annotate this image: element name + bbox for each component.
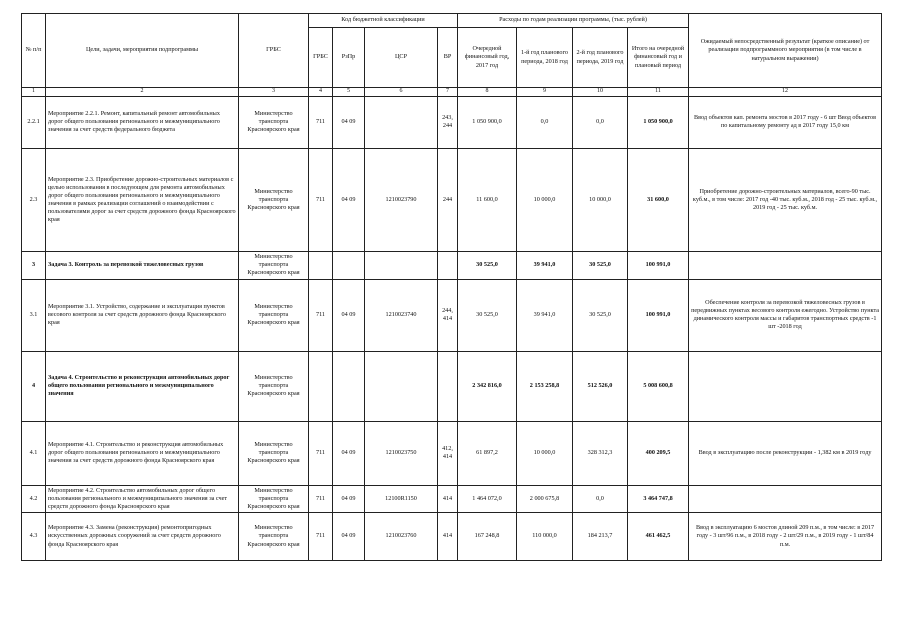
row-result [689,351,882,421]
row-total: 31 600,0 [628,148,689,251]
table-row [22,148,882,251]
row-total: 461 462,5 [628,512,689,560]
row-num: 3 [22,251,46,279]
row-total: 400 209,5 [628,421,689,485]
col-number: 1 [22,88,46,97]
row-2018: 110 000,0 [517,512,573,560]
row-rzpr: 04 09 [333,485,365,512]
row-2018: 39 941,0 [517,251,573,279]
row-2018: 10 000,0 [517,148,573,251]
row-2019: 30 525,0 [573,279,628,351]
row-total: 1 050 900,0 [628,96,689,148]
row-vr: 244 [438,148,458,251]
row-csr [365,351,438,421]
row-grbs-code: 711 [309,512,333,560]
row-2017: 1 050 900,0 [458,96,517,148]
row-name: Задача 3. Контроль за перевозкой тяжеловесных грузов [46,251,239,279]
header-goal: Цели, задачи, мероприятия подпрограммы [46,14,239,88]
row-2019: 0,0 [573,485,628,512]
header-rzpr: РзПр [333,28,365,88]
row-rzpr: 04 09 [333,512,365,560]
header-2017: Очередной финансовый год, 2017 год [458,28,517,88]
row-2018: 39 941,0 [517,279,573,351]
row-name: Задача 4. Строительство и реконструкция автомобильных дорог общего пользования регионального и межмуниципального значения [46,351,239,421]
header-2019: 2-й год планового периода, 2019 год [573,28,628,88]
col-number: 2 [46,88,239,97]
row-2017: 11 600,0 [458,148,517,251]
row-name: Мероприятие 2.2.1. Ремонт, капитальный ремонт автомобильных дорог общего пользования регионального и межмуниципального значения за счет средств федерального бюджета [46,96,239,148]
table-row [22,351,882,421]
row-grbs-code: 711 [309,279,333,351]
header-vr: ВР [438,28,458,88]
row-csr: 1210023760 [365,512,438,560]
table-row [22,421,882,485]
column-numbers-row [22,88,882,97]
row-grbs-code [309,251,333,279]
col-number: 7 [438,88,458,97]
row-grbs-code [309,351,333,421]
header-num: № п/п [22,14,46,88]
table-row [22,279,882,351]
col-number: 12 [689,88,882,97]
row-name: Мероприятие 3.1. Устройство, содержание и эксплуатация пунктов весового контроля за счет средств дорожного фонда Красноярского края [46,279,239,351]
row-vr: 243, 244 [438,96,458,148]
row-2019: 184 213,7 [573,512,628,560]
row-2017: 1 464 072,0 [458,485,517,512]
row-2019: 30 525,0 [573,251,628,279]
row-grbs: Министерство транспорта Красноярского края [239,351,309,421]
row-csr: 1210023750 [365,421,438,485]
row-grbs: Министерство транспорта Красноярского края [239,421,309,485]
row-grbs: Министерство транспорта Красноярского края [239,96,309,148]
table-row [22,485,882,512]
row-vr: 412, 414 [438,421,458,485]
row-total: 3 464 747,8 [628,485,689,512]
header-result: Ожидаемый непосредственный результат (краткое описание) от реализации подпрограммного мероприятия (в том числе в натуральном выражении) [689,14,882,88]
row-rzpr: 04 09 [333,421,365,485]
row-2019: 0,0 [573,96,628,148]
row-total: 100 991,0 [628,279,689,351]
row-vr [438,251,458,279]
row-vr [438,351,458,421]
row-2018: 2 000 675,8 [517,485,573,512]
row-grbs-code: 711 [309,148,333,251]
col-number: 9 [517,88,573,97]
row-num: 4.3 [22,512,46,560]
row-grbs: Министерство транспорта Красноярского края [239,251,309,279]
row-csr: 12100R1150 [365,485,438,512]
row-grbs: Министерство транспорта Красноярского края [239,148,309,251]
row-result: Ввод в эксплуатацию 6 мостов длиной 209 п.м., в том числе: в 2017 году - 3 шт/96 п.м., в 2018 году - 2 шт/29 п.м., в 2019 году - 1 шт/84 п.м. [689,512,882,560]
row-csr: 1210023790 [365,148,438,251]
table-row [22,251,882,279]
row-num: 3.1 [22,279,46,351]
row-2019: 10 000,0 [573,148,628,251]
row-2019: 512 526,0 [573,351,628,421]
row-2018: 10 000,0 [517,421,573,485]
row-total: 5 008 600,8 [628,351,689,421]
row-grbs: Министерство транспорта Красноярского края [239,485,309,512]
header-csr: ЦСР [365,28,438,88]
col-number: 11 [628,88,689,97]
budget-table [21,13,882,561]
row-result [689,251,882,279]
row-result: Обеспечение контроля за перевозкой тяжеловесных грузов в передвижных пунктах весового контроля ежегодно. Устройство пункта динамического контроля массы и габаритов транспортных средств -1 шт -2018 год [689,279,882,351]
row-2017: 167 248,8 [458,512,517,560]
row-grbs-code: 711 [309,96,333,148]
col-number: 3 [239,88,309,97]
row-vr: 414 [438,485,458,512]
table-row [22,96,882,148]
header-total: Итого на очередной финансовый год и плановый период [628,28,689,88]
row-result: Ввод объектов кап. ремонта мостов в 2017 году - 6 шт Ввод объектов по капитальному ремонту ад в 2017 году 15,0 км [689,96,882,148]
row-2017: 2 342 816,0 [458,351,517,421]
row-grbs-code: 711 [309,421,333,485]
row-csr [365,251,438,279]
row-rzpr: 04 09 [333,279,365,351]
col-number: 6 [365,88,438,97]
row-num: 2.2.1 [22,96,46,148]
row-result [689,485,882,512]
col-number: 4 [309,88,333,97]
row-grbs: Министерство транспорта Красноярского края [239,279,309,351]
row-csr [365,96,438,148]
header-grbs: ГРБС [239,14,309,88]
row-vr: 414 [438,512,458,560]
row-name: Мероприятие 4.1. Строительство и реконструкция автомобильных дорог общего пользования регионального и межмуниципального значения за счет средств дорожного фонда Красноярского края [46,421,239,485]
row-grbs-code: 711 [309,485,333,512]
col-number: 8 [458,88,517,97]
row-result: Ввод в эксплуатацию после реконструкции - 1,382 км в 2019 году [689,421,882,485]
header-kbk: Код бюджетной классификации [309,14,458,28]
row-2018: 2 153 258,8 [517,351,573,421]
row-2017: 30 525,0 [458,251,517,279]
row-2019: 328 312,3 [573,421,628,485]
row-name: Мероприятие 4.3. Замена (реконструкция) ремонтопригодных искусственных дорожных сооружений за счет средств дорожного фонда Красноярского края [46,512,239,560]
row-2017: 61 897,2 [458,421,517,485]
row-grbs: Министерство транспорта Красноярского края [239,512,309,560]
header-expenses: Расходы по годам реализации программы, (тыс. рублей) [458,14,689,28]
row-total: 100 991,0 [628,251,689,279]
row-num: 4 [22,351,46,421]
row-result: Приобретение дорожно-строительных материалов, всего-90 тыс. куб.м., в том числе: 2017 год -40 тыс. куб.м., 2018 год - 25 тыс. куб.м., 2019 год - 25 тыс. куб.м. [689,148,882,251]
row-name: Мероприятие 2.3. Приобретение дорожно-строительных материалов с целью использования в последующем для ремонта автомобильных дорог общего пользования регионального и межмуниципального значения в рамках реализации соглашений о взаимодействии с пользователями дорог за счет средств дорожного фонда Красноярского края [46,148,239,251]
table-row [22,512,882,560]
row-2017: 30 525,0 [458,279,517,351]
row-num: 4.2 [22,485,46,512]
row-num: 2.3 [22,148,46,251]
col-number: 5 [333,88,365,97]
row-rzpr: 04 09 [333,96,365,148]
header-2018: 1-й год планового периода, 2018 год [517,28,573,88]
row-num: 4.1 [22,421,46,485]
header-grbs-code: ГРБС [309,28,333,88]
row-2018: 0,0 [517,96,573,148]
col-number: 10 [573,88,628,97]
row-rzpr [333,251,365,279]
row-rzpr [333,351,365,421]
row-vr: 244, 414 [438,279,458,351]
row-rzpr: 04 09 [333,148,365,251]
row-name: Мероприятие 4.2. Строительство автомобильных дорог общего пользования регионального и межмуниципального значения за счет средств дорожного фонда Красноярского края [46,485,239,512]
row-csr: 1210023740 [365,279,438,351]
